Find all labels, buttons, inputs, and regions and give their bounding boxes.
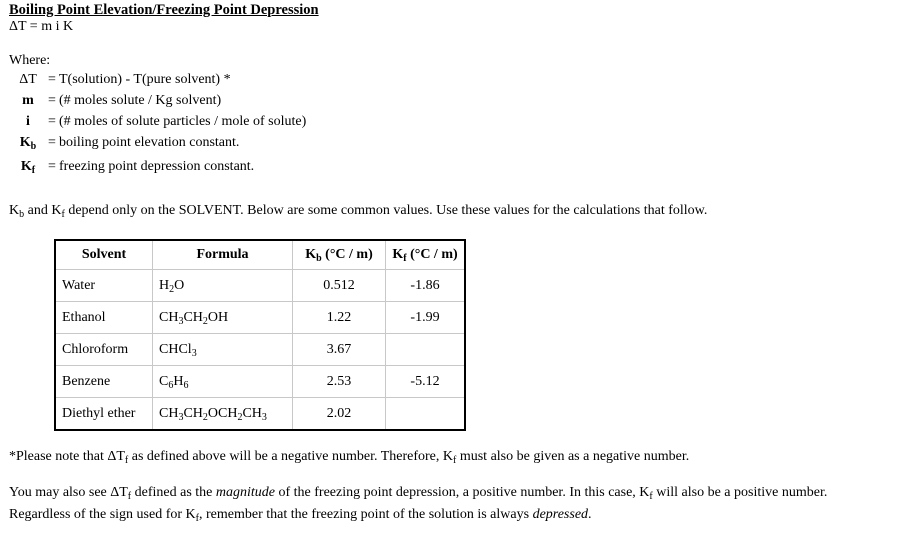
table-row [55, 366, 465, 398]
definition-delta-t: ΔT = T(solution) - T(pure solvent) * [11, 72, 306, 93]
cell-kf [386, 398, 466, 431]
where-label: Where: [9, 53, 51, 68]
cell-solvent: Chloroform [55, 334, 153, 366]
header-formula: Formula [153, 240, 293, 270]
cell-kb: 2.53 [293, 366, 386, 398]
cell-kf: -1.99 [386, 302, 466, 334]
definition-symbol: ΔT [19, 72, 37, 87]
cell-formula: $C_6H_6$ [153, 366, 293, 398]
definitions-list [11, 72, 306, 183]
cell-kb: 2.02 [293, 398, 386, 431]
header-kf: $K_f$ (°C / m) [386, 240, 466, 270]
definition-symbol: m [22, 93, 34, 108]
cell-formula: $CH_3CH_2OCH_2CH_3$ [153, 398, 293, 431]
cell-formula: $H_2O$ [153, 270, 293, 302]
solvent-constants-table [54, 239, 466, 431]
header-solvent: Solvent [55, 240, 153, 270]
table-row [55, 302, 465, 334]
regardless-note: Regardless of the sign used for $K_f$, remember that the freezing point of the solution is always depressed. [9, 507, 592, 524]
definition-i: i = (# moles of solute particles / mole of solute) [11, 114, 306, 135]
definition-kb: $K_b$ = boiling point elevation constant. [11, 135, 306, 159]
table-header-row [55, 240, 465, 270]
cell-formula: CHCl$_3$ [153, 334, 293, 366]
cell-solvent: Diethyl ether [55, 398, 153, 431]
page-title: Boiling Point Elevation/Freezing Point Depression [9, 2, 319, 18]
main-equation: ΔT = m i K [9, 19, 74, 34]
definition-m: m = (# moles solute / Kg solvent) [11, 93, 306, 114]
cell-solvent: Benzene [55, 366, 153, 398]
cell-kf: -5.12 [386, 366, 466, 398]
cell-kf [386, 334, 466, 366]
definition-kf: $K_f$ = freezing point depression constant. [11, 159, 306, 183]
definition-text: (# moles of solute particles / mole of solute) [59, 114, 307, 129]
cell-kb: 1.22 [293, 302, 386, 334]
definition-symbol: $K_f$ [20, 159, 36, 176]
cell-kf: -1.86 [386, 270, 466, 302]
cell-solvent: Ethanol [55, 302, 153, 334]
magnitude-note: You may also see $\Delta T_f$ defined as the magnitude of the freezing point depression, a positive number. In this case, $K_f$ will also be a positive number. [9, 485, 828, 502]
definition-text: freezing point depression constant. [59, 159, 255, 174]
cell-solvent: Water [55, 270, 153, 302]
header-kb: $K_b$ (°C / m) [293, 240, 386, 270]
table-row [55, 334, 465, 366]
cell-kb: 0.512 [293, 270, 386, 302]
definition-symbol: i [26, 114, 30, 129]
cell-formula: $CH_3CH_2OH$ [153, 302, 293, 334]
table-row [55, 398, 465, 431]
depend-statement: $K_b$ and $K_f$ depend only on the SOLVENT. Below are some common values. Use these values for the calculations that follow. [9, 203, 708, 220]
negative-number-note: *Please note that $\Delta T_f$ as defined above will be a negative number. Therefore, $K_f$ must also be given as a negative number. [9, 449, 690, 466]
definition-text: T(solution) - T(pure solvent) * [59, 72, 231, 87]
definition-text: boiling point elevation constant. [59, 135, 240, 150]
cell-kb: 3.67 [293, 334, 386, 366]
definition-symbol: $K_b$ [19, 135, 37, 152]
definition-text: (# moles solute / Kg solvent) [59, 93, 222, 108]
table-row [55, 270, 465, 302]
